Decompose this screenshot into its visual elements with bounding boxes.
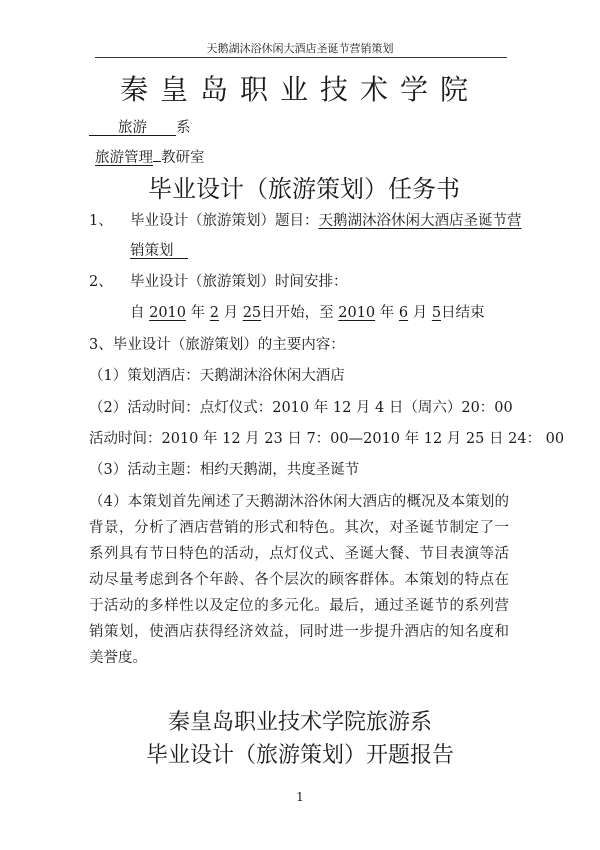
schedule-line: 自 2010 年 2 月 25日开始，至 2010 年 6 月 5日结束 — [130, 305, 485, 321]
item2-label: 毕业设计（旅游策划）时间安排： — [130, 274, 348, 290]
end-day: 5 — [431, 305, 442, 321]
item3-label: 3、毕业设计（旅游策划）的主要内容： — [89, 337, 345, 353]
start-year: 2010 — [149, 305, 187, 321]
item1-line — [130, 209, 522, 230]
department-line — [89, 116, 191, 137]
end-year: 2010 — [338, 305, 376, 321]
running-header: 天鹅湖沐浴休闲大酒店圣诞节营销策划 — [206, 42, 394, 55]
start-day: 25 — [242, 305, 262, 321]
document-title: 毕业设计（旅游策划）任务书 — [148, 175, 460, 203]
department-suffix: 系 — [176, 120, 191, 136]
office-underline-tail — [153, 149, 161, 162]
office-name: 旅游管理 — [95, 150, 153, 166]
closing-line-2: 毕业设计（旅游策划）开题报告 — [145, 743, 454, 768]
content-theme: （3）活动主题：相约天鹅湖，共度圣诞节 — [89, 462, 360, 478]
start-month: 2 — [209, 305, 219, 321]
end-month: 6 — [398, 305, 409, 321]
item1-label: 毕业设计（旅游策划）题目： — [130, 213, 319, 229]
content-summary: （4）本策划首先阐述了天鹅湖沐浴休闲大酒店的概况及本策划的背景，分析了酒店营销的形式和特色。其次，对圣诞节制定了一系列具有节日特色的活动，点灯仪式、圣诞大餐、节目表演等活动尽量考虑到各个年龄、各个层次的顾客群体。本策划的特点在于活动的多样性以及定位的多元化。最后，通过圣诞节的系列营销策划，使酒店获得经济效益，同时进一步提升酒店的知名度和美誉度。 — [89, 494, 509, 666]
closing-line-1: 秦皇岛职业技术学院旅游系 — [167, 710, 432, 735]
item1-number: 1、 — [89, 213, 113, 229]
content-activity-time: （2）活动时间：点灯仪式：2010 年 12 月 4 日（周六）20：00 — [89, 400, 513, 416]
office-suffix: 教研室 — [161, 150, 205, 166]
item1-topic-cont: 销策划 — [130, 243, 174, 259]
school-name: 秦皇岛职业技术学院 — [119, 73, 480, 106]
page-number: 1 — [296, 790, 304, 804]
department-name: 旅游 — [118, 120, 147, 136]
content-activity-time-2: 活动时间：2010 年 12 月 23 日 7：00—2010 年 12 月 25 日 24： 00 — [89, 431, 565, 447]
header-rule — [95, 57, 507, 58]
content-hotel: （1）策划酒店：天鹅湖沐浴休闲大酒店 — [89, 368, 345, 384]
item2-number: 2、 — [89, 274, 113, 290]
item1-topic: 天鹅湖沐浴休闲大酒店圣诞节营 — [318, 213, 522, 229]
office-line — [95, 146, 205, 167]
